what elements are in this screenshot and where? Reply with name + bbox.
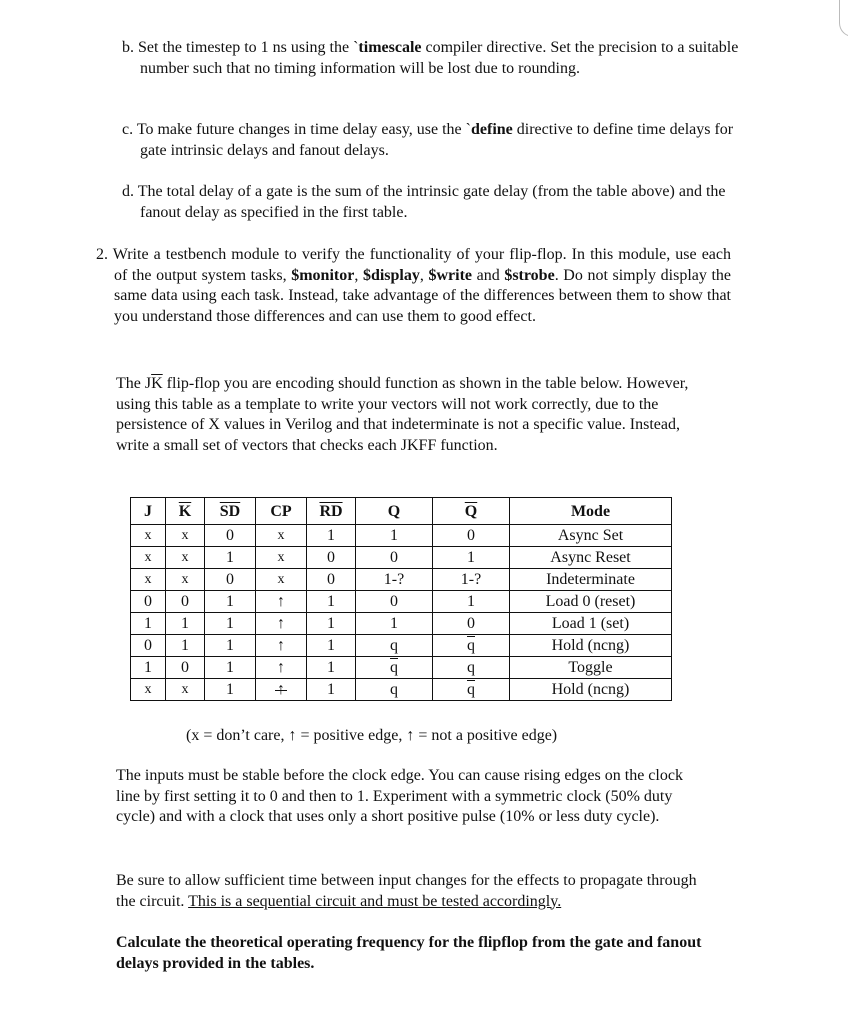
table-row bbox=[131, 547, 672, 569]
header-mode: Mode bbox=[510, 498, 672, 525]
cell-sd: 0 bbox=[205, 525, 256, 547]
monitor-task: $monitor bbox=[291, 266, 355, 284]
header-qbar: $\overline{Q}$ bbox=[433, 498, 510, 525]
cell-sd: 0 bbox=[205, 569, 256, 591]
cell-qbar: $\overline{q}$ bbox=[433, 635, 510, 657]
timescale-keyword: timescale bbox=[358, 39, 422, 56]
cell-cp: ↑ bbox=[256, 613, 307, 635]
cell-q: 0 bbox=[356, 547, 433, 569]
table-row bbox=[131, 591, 672, 613]
cell-q: q bbox=[356, 679, 433, 701]
cell-rd: 1 bbox=[307, 613, 356, 635]
cell-rd: 1 bbox=[307, 635, 356, 657]
cell-k: x bbox=[166, 569, 205, 591]
item-c: c. To make future changes in time delay easy, use the `define directive to define time delays for gate intrinsic delays and fanout delays. bbox=[122, 121, 734, 159]
cell-q: q bbox=[356, 635, 433, 657]
cell-j: 1 bbox=[131, 657, 166, 679]
cell-qbar: $\overline{q}$ bbox=[433, 679, 510, 701]
cell-k: x bbox=[166, 547, 205, 569]
cell-cp: ↑ bbox=[256, 635, 307, 657]
cell-sd: 1 bbox=[205, 657, 256, 679]
header-rd: $\overline{RD}$ bbox=[307, 498, 356, 525]
cell-rd: 1 bbox=[307, 657, 356, 679]
table-row bbox=[131, 679, 672, 701]
cell-qbar: 0 bbox=[433, 613, 510, 635]
cell-k: x bbox=[166, 679, 205, 701]
cell-k: 0 bbox=[166, 657, 205, 679]
table-legend: (x = don’t care, ↑ = positive edge, ↑ = not a positive edge) bbox=[186, 727, 558, 744]
cell-mode: Load 0 (reset) bbox=[510, 591, 672, 613]
item-d: d. The total delay of a gate is the sum of the intrinsic gate delay (from the table above) and the fanout delay as specified in the first table. bbox=[122, 183, 726, 221]
cell-sd: 1 bbox=[205, 635, 256, 657]
cell-cp: ↑ bbox=[256, 591, 307, 613]
cell-mode: Hold (ncng) bbox=[510, 679, 672, 701]
stable-paragraph: The inputs must be stable before the clock edge. You can cause rising edges on the clock line by first setting it to 0 and then to 1. Experiment with a symmetric clock (50% duty cycle) and with a clock that uses only a short positive pulse (10% or less duty cycle). bbox=[116, 767, 683, 825]
cell-rd: 0 bbox=[307, 569, 356, 591]
cell-qbar: 1 bbox=[433, 591, 510, 613]
cell-mode: Toggle bbox=[510, 657, 672, 679]
item-2: 2. Write a testbench module to verify the functionality of your flip-flop. In this module, use each of the output system tasks, $monitor, $display, $write and $strobe. Do not simply display the same data using each task. Instead, take advantage of the differences between them to show that you understand those differences and can use them to good effect. bbox=[96, 246, 732, 325]
cell-mode: Load 1 (set) bbox=[510, 613, 672, 635]
cell-cp: x bbox=[256, 569, 307, 591]
define-keyword: define bbox=[470, 121, 513, 138]
page-edge bbox=[839, 0, 848, 37]
table-row bbox=[131, 613, 672, 635]
jk-paragraph: The $J\overline{K}$ flip-flop you are encoding should function as shown in the table below. However, using this table as a template to write your vectors will not work correctly, due to the persistence of X values in Verilog and that indeterminate is not a specific value. Instead, write a small set of vectors that checks each JKFF function. bbox=[116, 375, 689, 454]
cell-mode: Async Reset bbox=[510, 547, 672, 569]
allow-paragraph: Be sure to allow sufficient time between input changes for the effects to propagate through the circuit. This is a sequential circuit and must be tested accordingly. bbox=[116, 872, 697, 910]
cell-cp bbox=[256, 679, 307, 701]
cell-q: 1-? bbox=[356, 569, 433, 591]
cell-mode: Async Set bbox=[510, 525, 672, 547]
jkff-truth-table bbox=[130, 497, 672, 701]
cell-qbar: 0 bbox=[433, 525, 510, 547]
cell-j: x bbox=[131, 525, 166, 547]
cell-k: 0 bbox=[166, 591, 205, 613]
cell-k: 1 bbox=[166, 635, 205, 657]
write-task: $write bbox=[428, 266, 472, 284]
table-row bbox=[131, 635, 672, 657]
cell-k: 1 bbox=[166, 613, 205, 635]
cell-sd: 1 bbox=[205, 679, 256, 701]
cell-j: x bbox=[131, 569, 166, 591]
table-row bbox=[131, 657, 672, 679]
item-b: b. Set the timestep to 1 ns using the `timescale compiler directive. Set the precision to a suitable number such that no timing information will be lost due to rounding. bbox=[122, 39, 739, 77]
table-header-row bbox=[131, 498, 672, 525]
cell-qbar: 1 bbox=[433, 547, 510, 569]
cell-qbar: q bbox=[433, 657, 510, 679]
cell-rd: 0 bbox=[307, 547, 356, 569]
header-q: Q bbox=[356, 498, 433, 525]
cell-q: 1 bbox=[356, 613, 433, 635]
cell-cp: x bbox=[256, 525, 307, 547]
cell-cp: x bbox=[256, 547, 307, 569]
table-row bbox=[131, 525, 672, 547]
cell-j: 0 bbox=[131, 635, 166, 657]
cell-rd: 1 bbox=[307, 679, 356, 701]
cell-k: x bbox=[166, 525, 205, 547]
k-bar: $\overline{K}$ bbox=[151, 375, 163, 392]
cell-sd: 1 bbox=[205, 613, 256, 635]
cell-mode: Hold (ncng) bbox=[510, 635, 672, 657]
cell-rd: 1 bbox=[307, 525, 356, 547]
cell-mode: Indeterminate bbox=[510, 569, 672, 591]
cell-q: 1 bbox=[356, 525, 433, 547]
sequential-note: This is a sequential circuit and must be tested accordingly. bbox=[188, 892, 562, 910]
strobe-task: $strobe bbox=[504, 266, 555, 284]
header-cp: CP bbox=[256, 498, 307, 525]
header-k: $\overline{K}$ bbox=[166, 498, 205, 525]
cell-sd: 1 bbox=[205, 591, 256, 613]
calc-paragraph: Calculate the theoretical operating frequency for the flipflop from the gate and fanout delays provided in the tables. bbox=[116, 934, 702, 972]
table-row bbox=[131, 569, 672, 591]
cell-j: 1 bbox=[131, 613, 166, 635]
cell-qbar: 1-? bbox=[433, 569, 510, 591]
cell-rd: 1 bbox=[307, 591, 356, 613]
not-positive-edge-icon: ↑ bbox=[277, 681, 285, 698]
cell-q: $\overline{q}$ bbox=[356, 657, 433, 679]
cell-j: x bbox=[131, 547, 166, 569]
cell-q: 0 bbox=[356, 591, 433, 613]
header-j: J bbox=[131, 498, 166, 525]
cell-sd: 1 bbox=[205, 547, 256, 569]
cell-j: 0 bbox=[131, 591, 166, 613]
cell-j: x bbox=[131, 679, 166, 701]
header-sd: $\overline{SD}$ bbox=[205, 498, 256, 525]
display-task: $display bbox=[362, 266, 420, 284]
cell-cp: ↑ bbox=[256, 657, 307, 679]
